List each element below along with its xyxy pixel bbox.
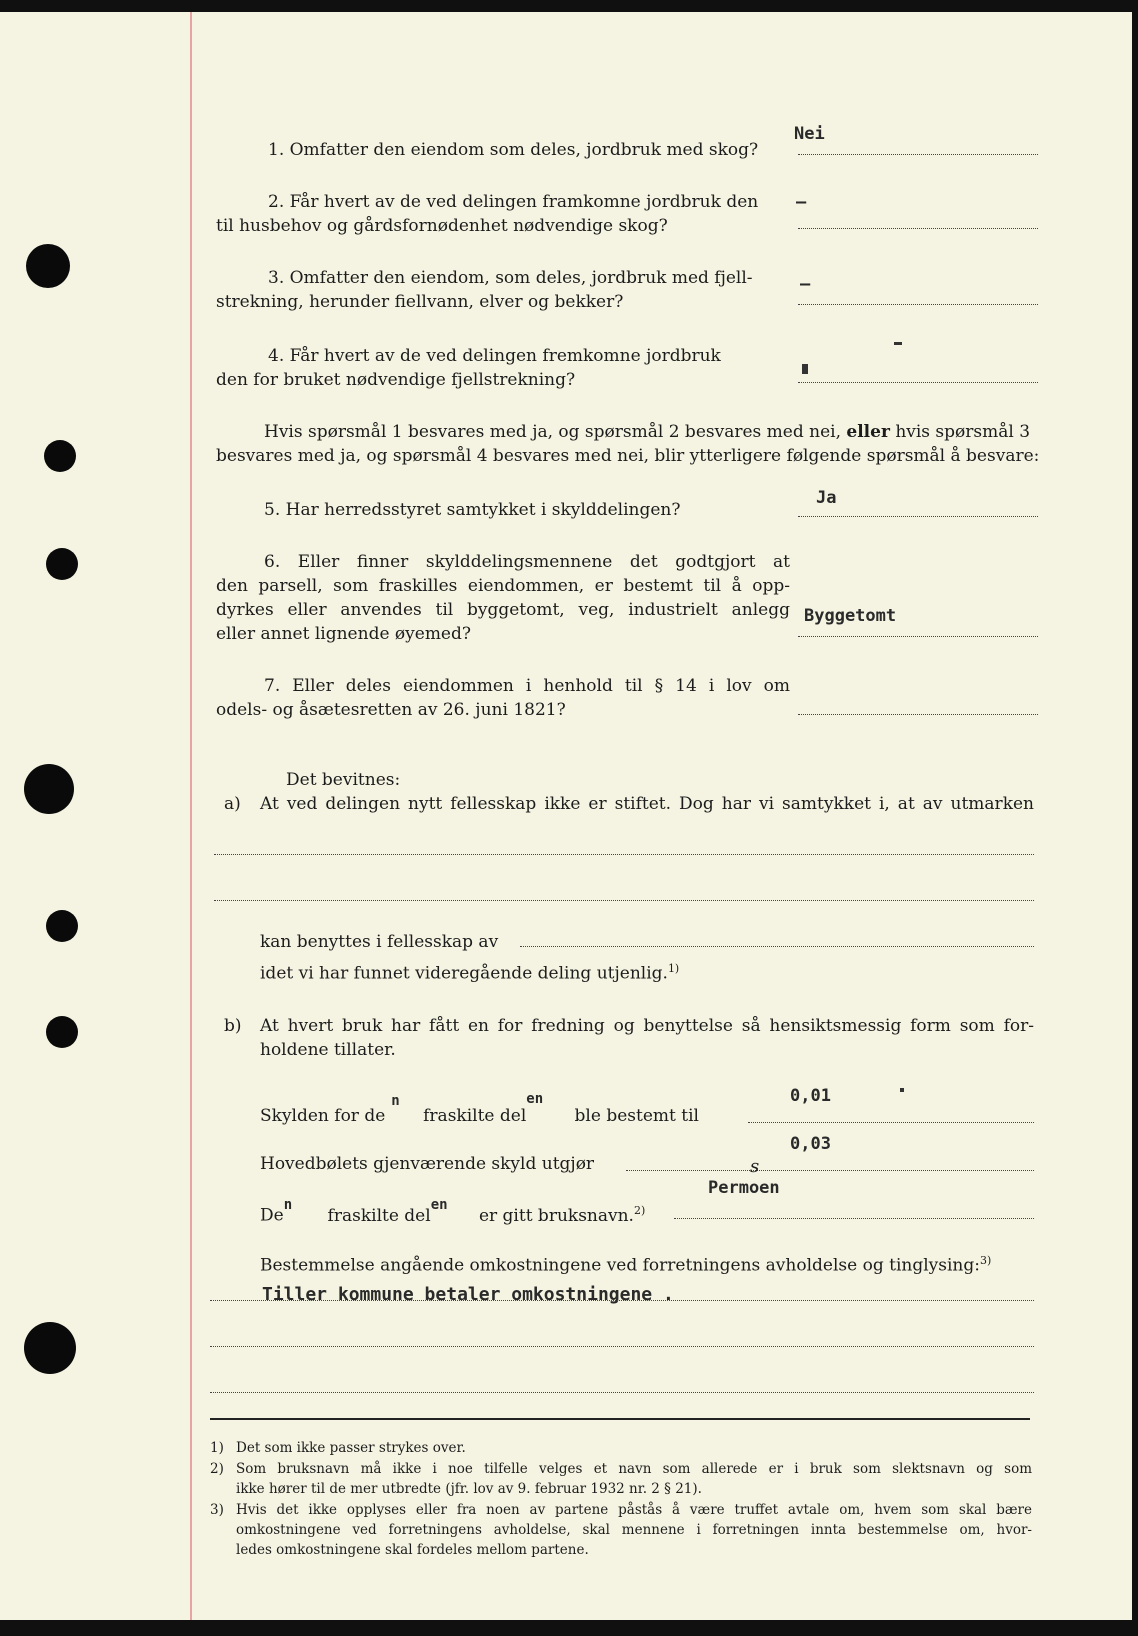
witness-b-label: b) (224, 1016, 242, 1036)
binder-hole (46, 1016, 78, 1048)
footnote-1-mark: 1) (210, 1440, 224, 1456)
witness-b-line-2: holdene tillater. (260, 1040, 396, 1060)
question-4-line-1: 4. Får hvert av de ved delingen fremkomne jordbruk (268, 346, 721, 366)
skyld-line-dots (748, 1122, 1034, 1123)
binder-hole (24, 1322, 76, 1374)
blank-line (214, 854, 1034, 855)
blank-line (214, 900, 1034, 901)
condition-bold: eller (846, 422, 890, 442)
witness-a-line-4-text: idet vi har funnet videregående deling utjenlig. (260, 963, 668, 984)
skyld-correction: n (391, 1093, 400, 1109)
question-3-line-1: 3. Omfatter den eiendom, som deles, jordbruk med fjell- (268, 268, 753, 288)
footnote-ref-1: 1) (667, 962, 680, 975)
question-7-line-2: odels- og åsætesretten av 26. juni 1821? (216, 700, 566, 720)
answer-2: – (796, 192, 807, 212)
answer-line-3 (798, 304, 1038, 305)
document-page (0, 12, 1132, 1620)
hoved-line-dots (626, 1170, 1034, 1171)
binder-hole (24, 764, 74, 814)
question-4-line-2: den for bruket nødvendige fjellstrekning? (216, 370, 576, 390)
footnote-3-line-3: ledes omkostningene skal fordeles mellom partene. (236, 1542, 589, 1558)
blank-line (210, 1300, 1034, 1301)
bruksnavn-line (260, 1196, 646, 1226)
answer-3: – (800, 274, 811, 294)
question-2-line-1: 2. Får hvert av de ved delingen framkomne jordbruk den (268, 192, 759, 212)
skyld-text: ble bestemt til (574, 1106, 699, 1126)
red-margin-line (190, 12, 192, 1620)
witness-a-label: a) (224, 794, 241, 814)
answer-line-5 (798, 516, 1038, 517)
footnote-2-line-2: ikke hører til de mer utbredte (jfr. lov av 9. februar 1932 nr. 2 § 21). (236, 1481, 702, 1497)
question-7-line-1: 7. Eller deles eiendommen i henhold til § 14 i lov om (264, 676, 790, 696)
bruksnavn-text: fraskilte del (327, 1205, 431, 1226)
footnote-1: Det som ikke passer strykes over. (236, 1440, 466, 1456)
cost-answer: Tiller kommune betaler omkostningene . (262, 1284, 674, 1305)
footnote-ref-3: 3) (979, 1254, 992, 1267)
answer-1: Nei (794, 124, 825, 144)
answer-line-6 (798, 636, 1038, 637)
question-6-line-4: eller annet lignende øyemed? (216, 624, 471, 644)
condition-text: Hvis spørsmål 1 besvares med ja, og spørsmål 2 besvares med nei, (264, 422, 841, 442)
skyld-text: Skylden for de (260, 1106, 386, 1126)
question-6-line-1: 6. Eller finner skylddelingsmennene det godtgjort at (264, 552, 790, 572)
bruksnavn-line-dots (674, 1218, 1034, 1219)
footnote-2-line-1: Som bruksnavn må ikke i noe tilfelle velges et navn som allerede er i bruk som slektsnavn og som (236, 1461, 1032, 1477)
blank-line (520, 946, 1034, 947)
witness-heading: Det bevitnes: (286, 770, 401, 790)
question-6-line-3: dyrkes eller anvendes til byggetomt, veg, industrielt anlegg (216, 600, 790, 620)
answer-line-7 (798, 714, 1038, 715)
answer-line-4 (798, 382, 1038, 383)
bruksnavn-handwritten-correction: s (750, 1156, 760, 1177)
pen-mark (900, 1088, 904, 1092)
condition-line-2: besvares med ja, og spørsmål 4 besvares med nei, blir ytterligere følgende spørsmål å besvare: (216, 446, 1040, 466)
witness-b-line-1: At hvert bruk har fått en for fredning og benyttelse så hensiktsmessig form som for- (260, 1016, 1034, 1036)
answer-5: Ja (816, 488, 837, 508)
binder-hole (46, 548, 78, 580)
condition-text: hvis spørsmål 3 (895, 422, 1031, 442)
footnote-3-line-2: omkostningene ved forretningens avholdelse, skal mennene i forretningen innta bestemmelse om, hvor- (236, 1522, 1032, 1538)
binder-hole (44, 440, 76, 472)
hoved-value: 0,03 (790, 1134, 831, 1154)
question-6-line-2: den parsell, som fraskilles eiendommen, er bestemt til å opp- (216, 576, 790, 596)
skyld-text: fraskilte del (423, 1106, 527, 1126)
bruksnavn-text: De (260, 1205, 284, 1226)
footnote-3-mark: 3) (210, 1502, 224, 1518)
answer-line-1 (798, 154, 1038, 155)
bruksnavn-text: er gitt bruksnavn. (478, 1205, 634, 1226)
hoved-label: Hovedbølets gjenværende skyld utgjør (260, 1154, 595, 1174)
blank-line (210, 1346, 1034, 1347)
question-2-line-2: til husbehov og gårdsfornødenhet nødvendige skog? (216, 216, 668, 236)
cost-label (260, 1254, 991, 1276)
witness-a-text: At ved delingen nytt fellesskap ikke er stiftet. Dog har vi samtykket i, at av utmarken (260, 794, 1034, 814)
answer-line-2 (798, 228, 1038, 229)
bruksnavn-value: Permoen (708, 1178, 780, 1198)
footnote-3-line-1: Hvis det ikke opplyses eller fra noen av partene påstås å være truffet avtale om, hvem som skal bære (236, 1502, 1032, 1518)
question-3-line-2: strekning, herunder fiellvann, elver og bekker? (216, 292, 624, 312)
binder-hole (26, 244, 70, 288)
condition-line-1 (264, 422, 1030, 442)
footnote-2-mark: 2) (210, 1461, 224, 1477)
bruksnavn-correction: n (283, 1196, 293, 1213)
skyld-value: 0,01 (790, 1086, 831, 1106)
answer-6: Byggetomt (804, 606, 897, 626)
pen-mark (802, 364, 808, 374)
skyld-correction: en (526, 1091, 544, 1107)
footnote-divider (210, 1418, 1030, 1420)
witness-a-line-3: kan benyttes i fellesskap av (260, 932, 499, 952)
question-5: 5. Har herredsstyret samtykket i skylddelingen? (264, 500, 681, 520)
cost-label-text: Bestemmelse angående omkostningene ved forretningens avholdelse og tinglysing: (260, 1255, 980, 1276)
pen-mark (894, 342, 902, 345)
footnote-ref-2: 2) (633, 1204, 646, 1217)
question-1: 1. Omfatter den eiendom som deles, jordbruk med skog? (268, 140, 759, 160)
blank-line (210, 1392, 1034, 1393)
skyld-line (260, 1091, 699, 1126)
witness-a-line-4 (260, 962, 679, 984)
bruksnavn-correction: en (430, 1196, 448, 1213)
binder-hole (46, 910, 78, 942)
